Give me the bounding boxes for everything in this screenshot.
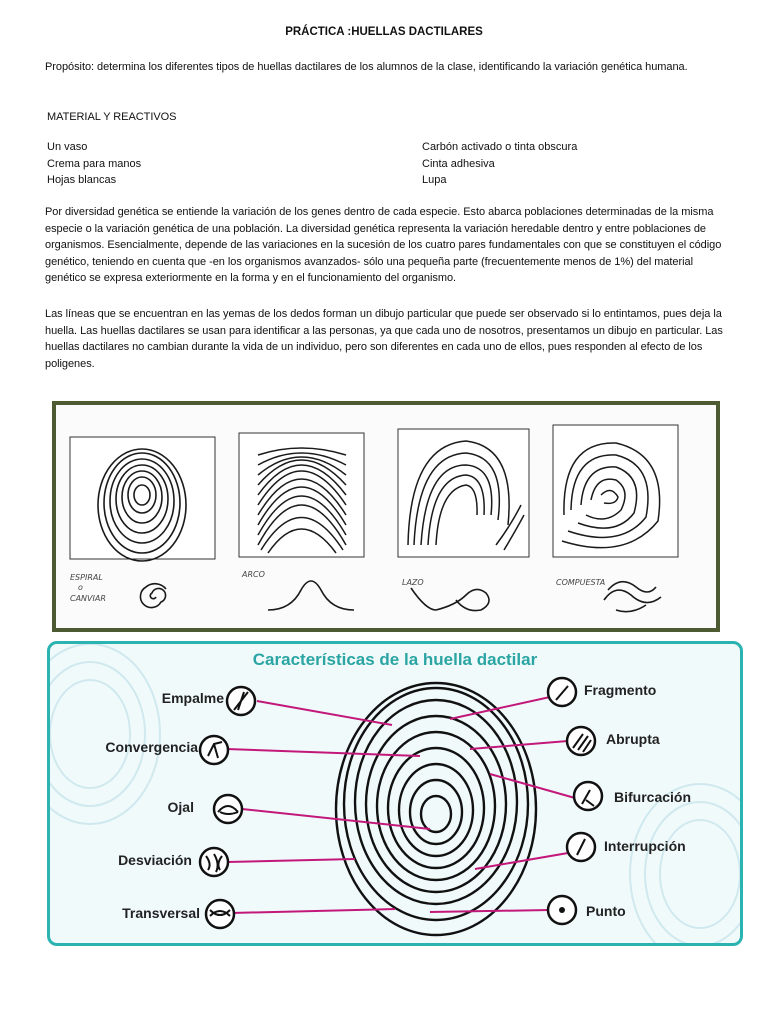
- purpose-text: Propósito: determina los diferentes tipos de huellas dactilares de los alumnos de la clase, identificando la variación genética humana.: [45, 61, 688, 73]
- desviacion-icon: [200, 848, 228, 876]
- svg-text:o: o: [78, 583, 83, 592]
- composite-icon: [604, 582, 661, 612]
- feature-label-empalme: Empalme: [161, 690, 224, 706]
- material-item: Carbón activado o tinta obscura: [422, 141, 578, 153]
- type-label-loop: LAZO: [402, 578, 424, 587]
- material-item: Un vaso: [47, 141, 88, 153]
- arch-print: [239, 433, 364, 557]
- material-item: Hojas blancas: [47, 174, 117, 186]
- feature-label-desviacion: Desviación: [118, 852, 192, 868]
- feature-label-fragmento: Fragmento: [584, 682, 657, 698]
- paragraph-genetic-diversity: Por diversidad genética se entiende la variación de los genes dentro de cada especie. Esto abarca poblaciones determinadas de la misma especie o la variación genética de una población. La diversidad genética representa la variación heredable dentro y entre poblaciones de organismos. Esencialmente, depende de las variaciones en la sucesión de los cuatro pares fundamentales con que se constituyen el código genético, teniendo en cuenta que -en los organismos avanzados- sólo una pequeña parte (frecuentemente menos de 1%) del material genético se expresa exteriormente en la forma y en el funcionamiento del organismo.: [45, 206, 722, 284]
- convergencia-icon: [200, 736, 228, 764]
- characteristics-title: Características de la huella dactilar: [252, 650, 538, 669]
- feature-label-bifurcacion: Bifurcación: [614, 789, 692, 805]
- spiral-icon: [140, 584, 166, 608]
- page-title: PRÁCTICA :HUELLAS DACTILARES: [285, 26, 483, 38]
- materials-left-list: [47, 139, 141, 189]
- fingerprint-types-figure: [52, 401, 720, 632]
- materials-right-list: [422, 139, 577, 189]
- feature-label-interrupcion: Interrupción: [604, 838, 686, 854]
- characteristics-figure: [47, 641, 743, 946]
- feature-label-abrupta: Abrupta: [606, 731, 660, 747]
- feature-label-transversal: Transversal: [122, 905, 200, 921]
- svg-text:CANVIAR: CANVIAR: [70, 594, 106, 603]
- ojal-icon: [214, 795, 242, 823]
- material-item: Lupa: [422, 174, 447, 186]
- feature-label-punto: Punto: [586, 903, 626, 919]
- materials-heading: MATERIAL Y REACTIVOS: [47, 111, 177, 123]
- feature-label-ojal: Ojal: [167, 799, 194, 815]
- paragraph-fingerprints: Las líneas que se encuentran en las yemas de los dedos forman un dibujo particular que puede ser observado si lo entintamos, pues deja la huella. Las huellas dactilares se usan para identificar a las personas, ya que cada uno de nosotros, presentamos un dibujo en particular. Las huellas dactilares no cambian durante la vida de un individuo, pero son diferentes en cada uno de ellos, pues responden al efecto de los poligenes.: [45, 308, 723, 370]
- arch-icon: [268, 581, 354, 610]
- type-label-composite: COMPUESTA: [556, 578, 606, 587]
- material-item: Crema para manos: [47, 157, 142, 170]
- whorl-print: [70, 437, 215, 561]
- feature-label-convergencia: Convergencia: [105, 739, 198, 755]
- composite-print: [553, 425, 678, 557]
- loop-print: [398, 429, 529, 557]
- loop-icon: [411, 588, 489, 611]
- type-label-whorl: ESPIRAL: [70, 573, 103, 582]
- type-label-arch: ARCO: [242, 570, 265, 579]
- bifurcacion-icon: [574, 782, 602, 810]
- material-item: Cinta adhesiva: [422, 157, 495, 170]
